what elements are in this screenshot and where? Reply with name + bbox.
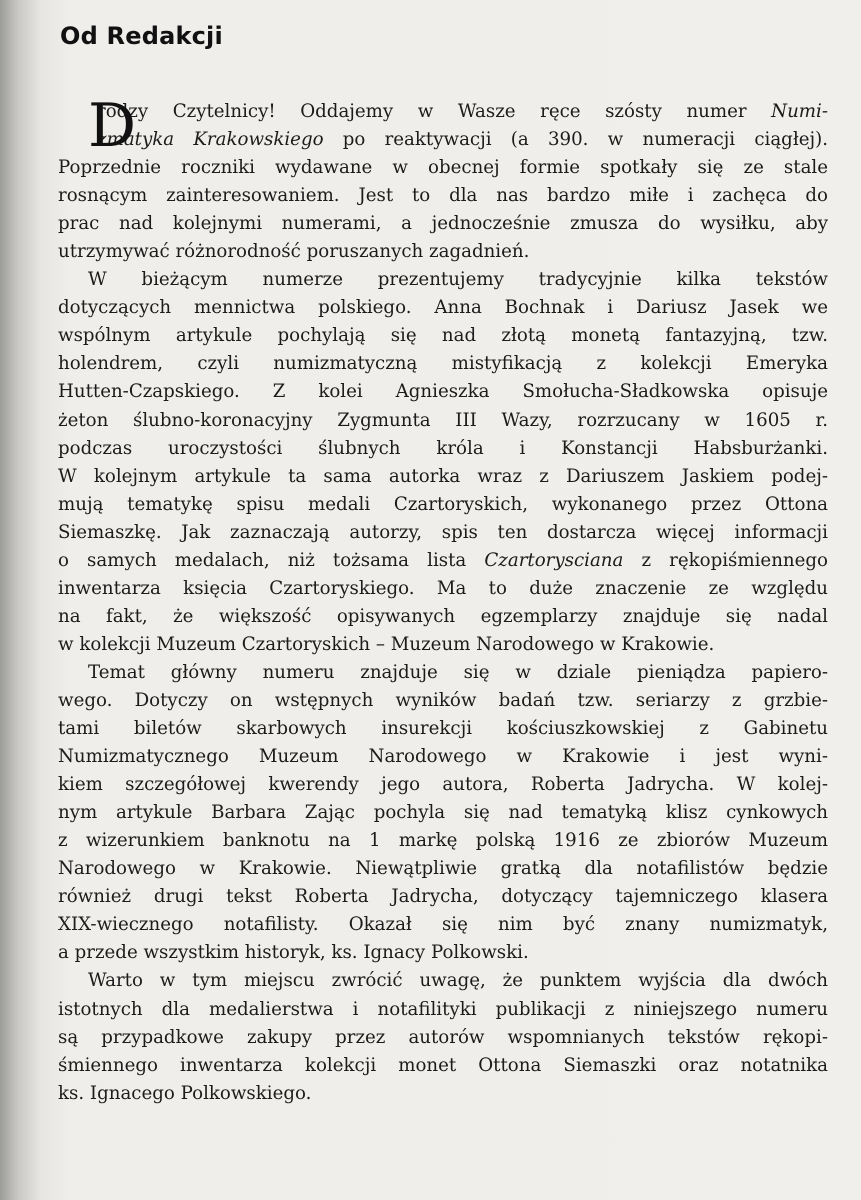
text-line: tami biletów skarbowych insurekcji kościuszkowskiej z Gabinetu	[58, 718, 828, 740]
text-line: W bieżącym numerze prezentujemy tradycyjnie kilka tekstów	[88, 269, 828, 291]
text-line	[58, 126, 828, 154]
text-line: Warto w tym miejscu zwrócić uwagę, że punktem wyjścia dla dwóch	[88, 970, 828, 992]
text-line: a przede wszystkim historyk, ks. Ignacy Polkowski.	[58, 942, 529, 964]
text-line: Poprzednie roczniki wydawane w obecnej formie spotkały się ze stale	[58, 157, 828, 179]
article-body	[58, 91, 828, 1108]
text-line	[58, 547, 828, 575]
text-line: istotnych dla medalierstwa i notafilityki publikacji z niniejszego numeru	[58, 998, 828, 1020]
text-line: Numizmatycznego Muzeum Narodowego w Krakowie i jest wyni-	[58, 746, 828, 768]
text-span: po reaktywacji (a 390. w numeracji ciągłej).	[323, 129, 828, 151]
text-line: ks. Ignacego Polkowskiego.	[58, 1082, 312, 1104]
text-span: o samych medalach, niż tożsama lista	[58, 549, 485, 571]
text-line: z wizerunkiem banknotu na 1 markę polską 1916 ze zbiorów Muzeum	[58, 830, 828, 852]
text-line: są przypadkowe zakupy przez autorów wspomnianych tekstów rękopi-	[58, 1026, 828, 1048]
text-line: inwentarza księcia Czartoryskiego. Ma to duże znaczenie ze względu	[58, 577, 828, 599]
text-line: na fakt, że większość opisywanych egzemplarzy znajduje się nadal	[58, 605, 828, 627]
paragraph-2	[58, 266, 828, 659]
text-line: również drugi tekst Roberta Jadrycha, dotyczący tajemniczego klasera	[58, 886, 828, 908]
text-line: kiem szczegółowej kwerendy jego autora, Roberta Jadrycha. W kolej-	[58, 774, 828, 796]
italic-title: zmatyka Krakowskiego	[97, 129, 324, 151]
text-line: W kolejnym artykule ta sama autorka wraz z Dariuszem Jaskiem podej-	[58, 465, 828, 487]
text-line: holendrem, czyli numizmatyczną mistyfikacją z kolekcji Emeryka	[58, 353, 828, 375]
text-line: Narodowego w Krakowie. Niewątpliwie gratką dla notafilistów będzie	[58, 858, 828, 880]
text-line	[58, 98, 828, 126]
text-line: Siemaszkę. Jak zaznaczają autorzy, spis ten dostarcza więcej informacji	[58, 521, 828, 543]
text-line: śmiennego inwentarza kolekcji monet Ottona Siemaszki oraz notatnika	[58, 1054, 828, 1076]
text-span: z rękopiśmiennego	[623, 549, 828, 571]
drop-cap: D	[88, 91, 137, 161]
italic-title: Numi-	[771, 101, 828, 122]
paragraph-1	[58, 91, 828, 266]
text-span: rodzy Czytelnicy! Oddajemy w Wasze ręce szósty numer	[97, 101, 772, 122]
text-line: dotyczących mennictwa polskiego. Anna Bochnak i Dariusz Jasek we	[58, 297, 828, 319]
page-title: Od Redakcji	[60, 22, 223, 50]
text-line: utrzymywać różnorodność poruszanych zagadnień.	[58, 241, 530, 263]
text-line: żeton ślubno-koronacyjny Zygmunta III Wazy, rozrzucany w 1605 r.	[58, 409, 828, 431]
text-line: wego. Dotyczy on wstępnych wyników badań tzw. seriarzy z grzbie-	[58, 689, 828, 711]
text-line: nym artykule Barbara Zając pochyla się nad tematyką klisz cynkowych	[58, 802, 828, 824]
text-line: prac nad kolejnymi numerami, a jednocześnie zmusza do wysiłku, aby	[58, 213, 828, 235]
paragraph-3	[58, 659, 828, 968]
text-line: mują tematykę spisu medali Czartoryskich, wykonanego przez Ottona	[58, 493, 828, 515]
text-line: Temat główny numeru znajduje się w dziale pieniądza papiero-	[88, 661, 828, 683]
paragraph-4	[58, 967, 828, 1107]
text-line: podczas uroczystości ślubnych króla i Konstancji Habsburżanki.	[58, 437, 828, 459]
italic-title: Czartorysciana	[484, 549, 624, 571]
text-line: rosnącym zainteresowaniem. Jest to dla nas bardzo miłe i zachęca do	[58, 185, 828, 207]
text-line: Hutten-Czapskiego. Z kolei Agnieszka Smołucha-Sładkowska opisuje	[58, 381, 828, 403]
text-line: w kolekcji Muzeum Czartoryskich – Muzeum Narodowego w Krakowie.	[58, 633, 715, 655]
text-line: XIX-wiecznego notafilisty. Okazał się nim być znany numizmatyk,	[58, 914, 828, 936]
text-line: wspólnym artykule pochylają się nad złotą monetą fantazyjną, tzw.	[58, 325, 828, 347]
